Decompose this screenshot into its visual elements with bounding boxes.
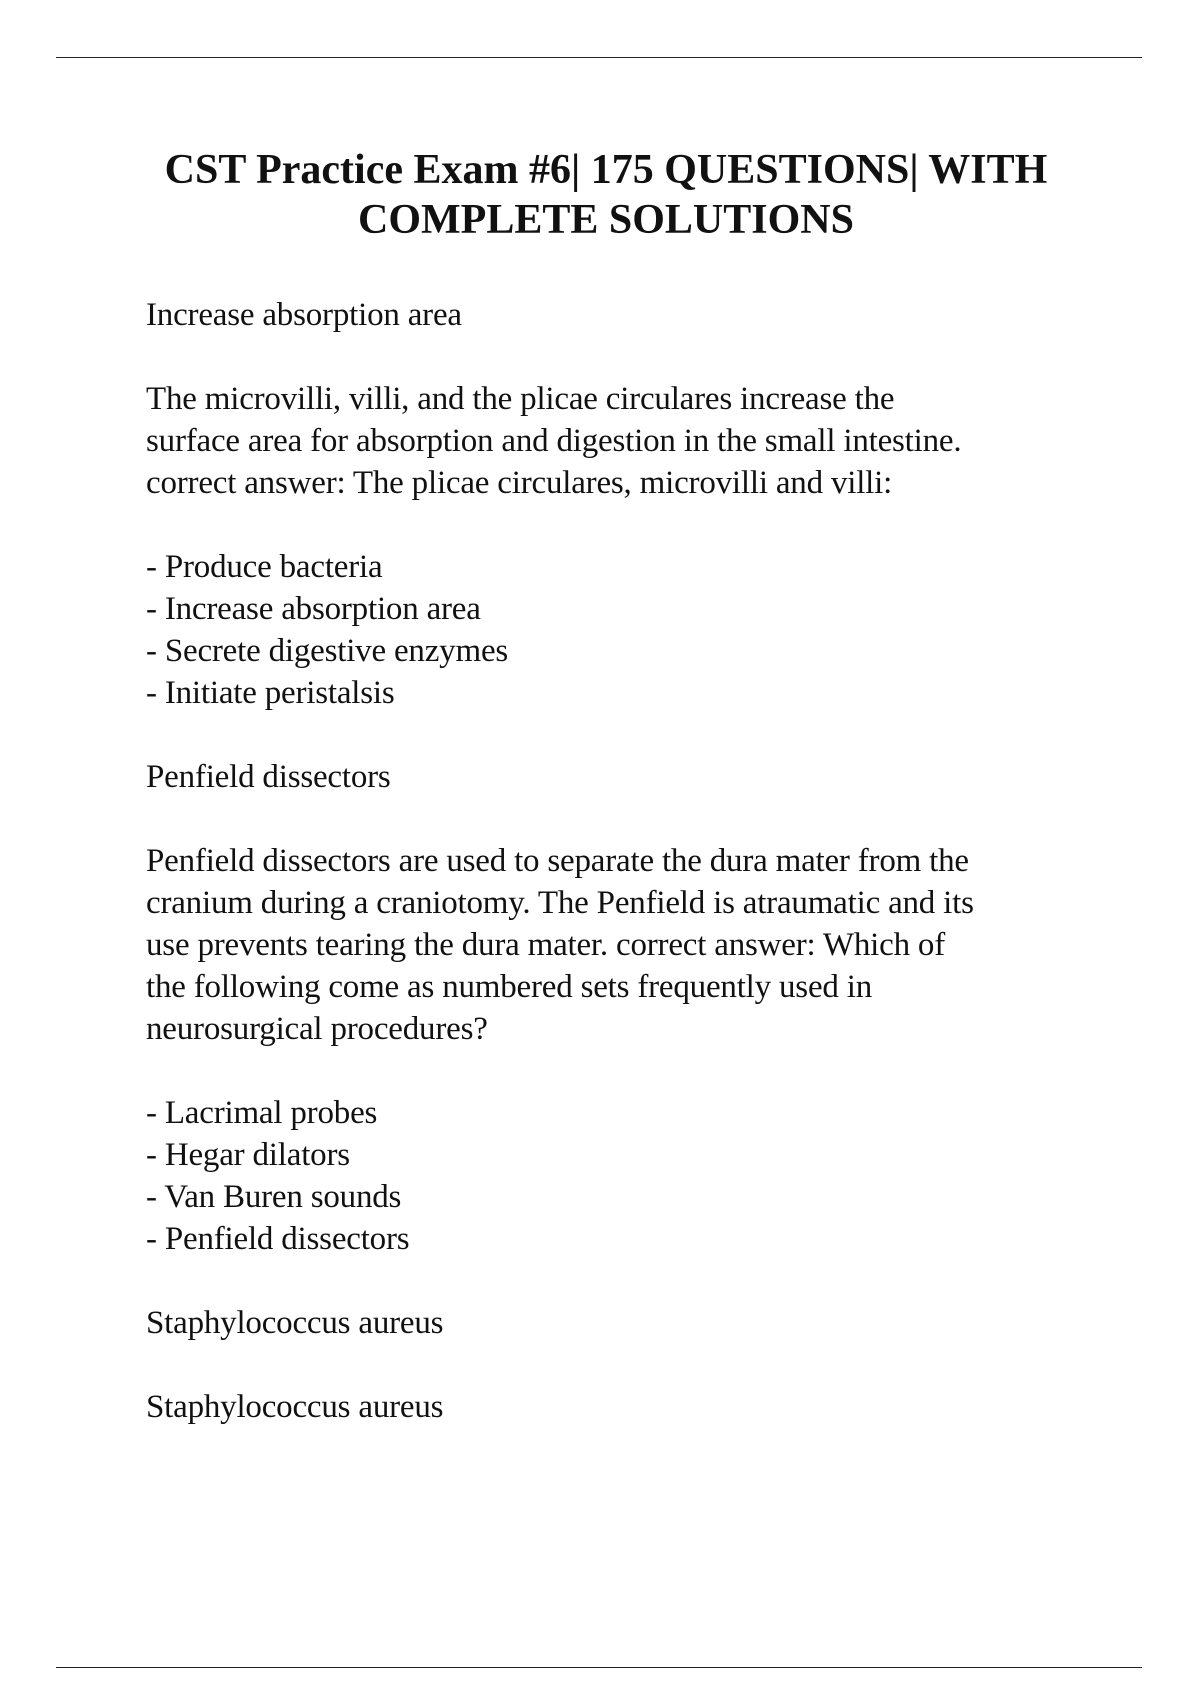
- explanation-line: surface area for absorption and digestion in the small intestine.: [146, 423, 962, 459]
- explanation-line: the following come as numbered sets frequently used in: [146, 969, 873, 1005]
- option-item: - Penfield dissectors: [146, 1221, 410, 1257]
- document-title: [116, 145, 1096, 245]
- explanation-2: [146, 840, 1076, 1050]
- answer-2: Penfield dissectors: [146, 759, 391, 795]
- option-item: - Lacrimal probes: [146, 1095, 378, 1131]
- explanation-line: correct answer: The plicae circulares, microvilli and villi:: [146, 465, 893, 501]
- explanation-3: [146, 1386, 1076, 1428]
- option-item: - Hegar dilators: [146, 1137, 350, 1173]
- option-item: - Van Buren sounds: [146, 1179, 402, 1215]
- title-line-2: COMPLETE SOLUTIONS: [358, 197, 854, 243]
- explanation-1: [146, 378, 1076, 504]
- explanation-line: The microvilli, villi, and the plicae circulares increase the: [146, 381, 895, 417]
- qa-section-2: [146, 756, 1076, 1302]
- qa-section-3: [146, 1302, 1076, 1428]
- explanation-line: cranium during a craniotomy. The Penfield is atraumatic and its: [146, 885, 974, 921]
- option-item: - Increase absorption area: [146, 591, 481, 627]
- header-rule: [56, 57, 1142, 58]
- explanation-line: Staphylococcus aureus: [146, 1389, 444, 1425]
- explanation-line: use prevents tearing the dura mater. correct answer: Which of: [146, 927, 946, 963]
- explanation-line: neurosurgical procedures?: [146, 1011, 488, 1047]
- options-list-1: [146, 546, 1076, 714]
- option-item: - Secrete digestive enzymes: [146, 633, 509, 669]
- options-list-2: [146, 1092, 1076, 1260]
- option-item: - Produce bacteria: [146, 549, 383, 585]
- answer-3: Staphylococcus aureus: [146, 1305, 444, 1341]
- title-line-1: CST Practice Exam #6| 175 QUESTIONS| WITH: [164, 147, 1048, 193]
- document-body: [146, 145, 1076, 1428]
- qa-section-1: [146, 294, 1076, 756]
- option-item: - Initiate peristalsis: [146, 675, 395, 711]
- footer-rule: [56, 1667, 1142, 1668]
- answer-1: Increase absorption area: [146, 297, 462, 333]
- explanation-line: Penfield dissectors are used to separate the dura mater from the: [146, 843, 969, 879]
